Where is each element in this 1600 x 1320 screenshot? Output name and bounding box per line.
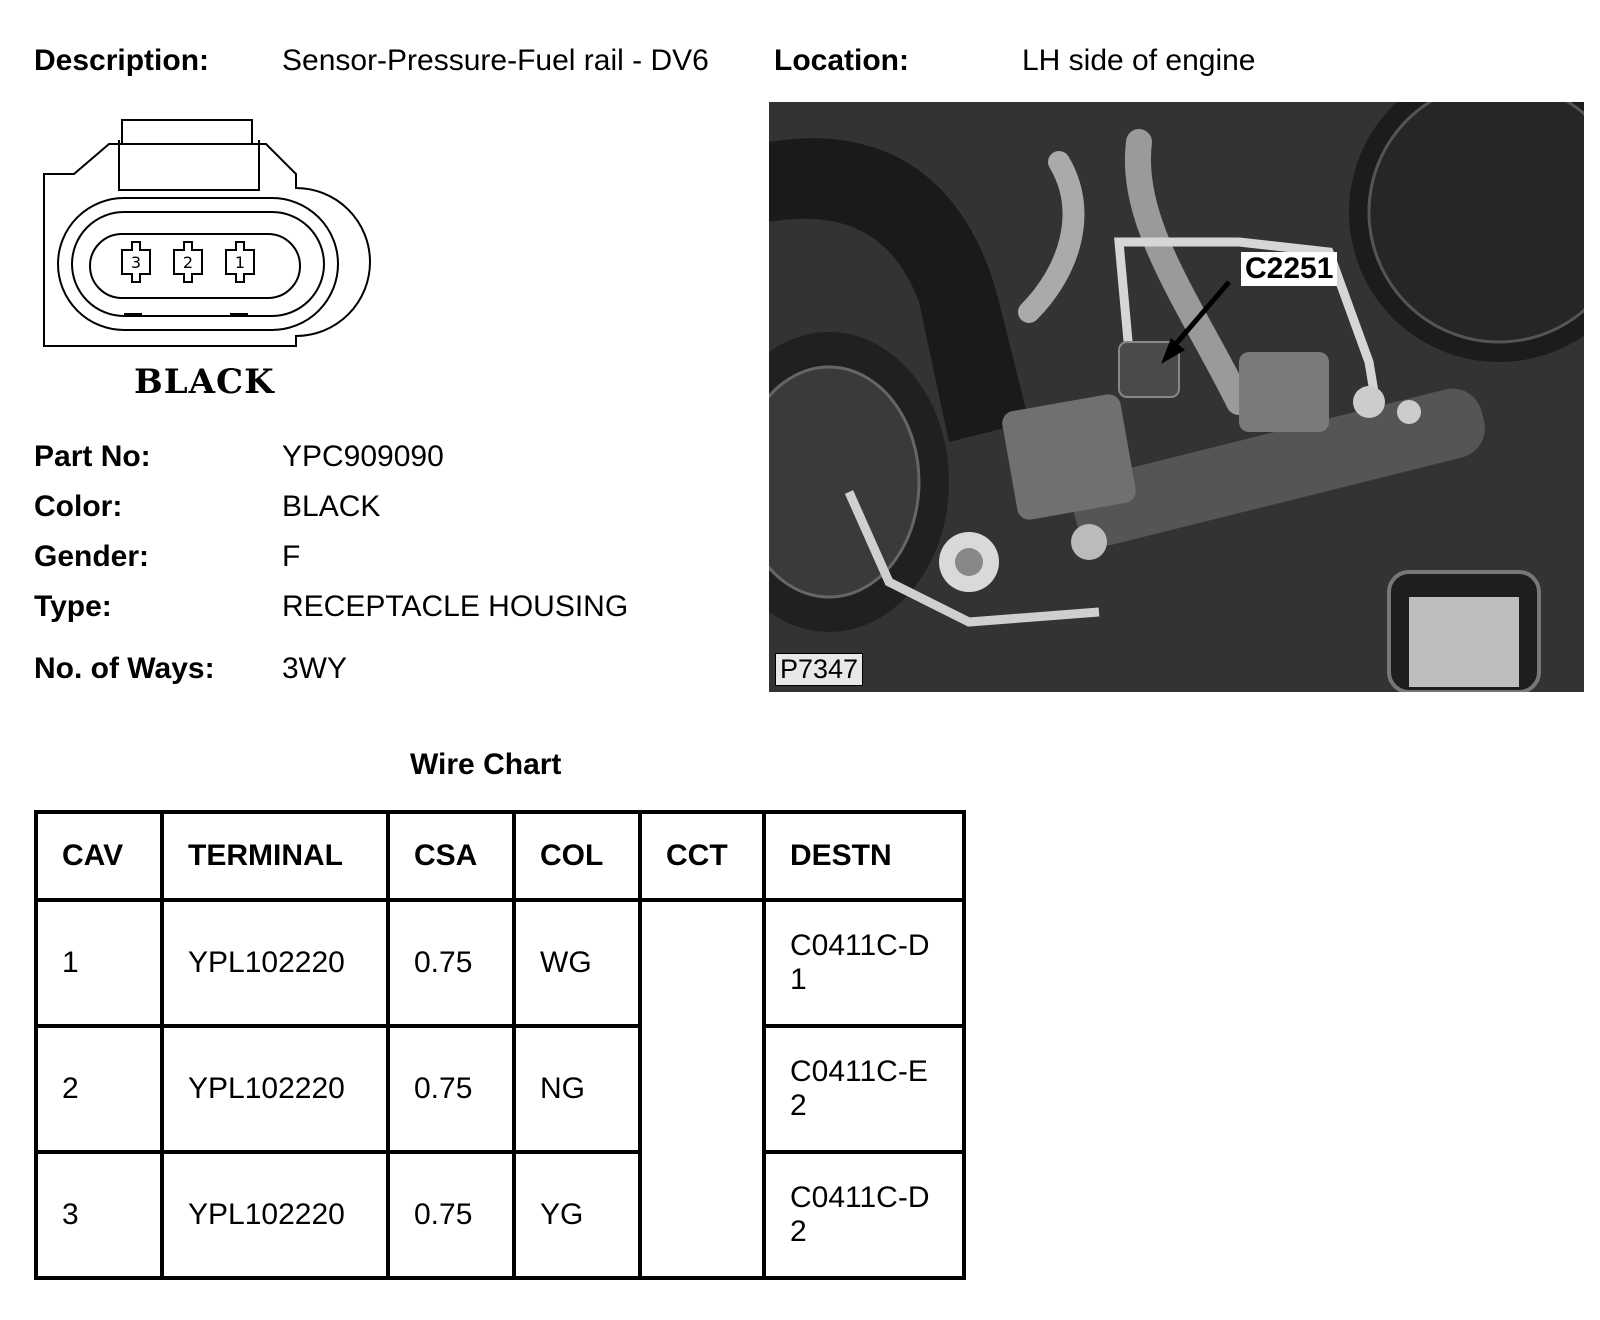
connector-callout-label: C2251	[1241, 252, 1337, 286]
header-cav: CAV	[36, 812, 162, 900]
header-destn: DESTN	[764, 812, 964, 900]
table-row	[36, 900, 964, 1026]
color-label: Color:	[34, 490, 123, 523]
color-value: BLACK	[282, 490, 381, 523]
cell-col: NG	[514, 1026, 640, 1152]
header-cct: CCT	[640, 812, 764, 900]
cell-cav: 2	[36, 1026, 162, 1152]
header-terminal: TERMINAL	[162, 812, 388, 900]
part-no-label: Part No:	[34, 440, 151, 473]
cell-terminal: YPL102220	[162, 1152, 388, 1278]
header-csa: CSA	[388, 812, 514, 900]
cavity-3-label: 3	[130, 253, 142, 272]
cell-csa: 0.75	[388, 1152, 514, 1278]
ways-label: No. of Ways:	[34, 652, 215, 685]
gender-value: F	[282, 540, 301, 573]
wire-chart-title: Wire Chart	[410, 748, 562, 781]
location-photo	[769, 102, 1584, 692]
connector-color-caption: BLACK	[134, 362, 275, 402]
wire-chart-table	[34, 810, 966, 1280]
cell-csa: 0.75	[388, 900, 514, 1026]
gender-label: Gender:	[34, 540, 150, 573]
table-row	[36, 1026, 964, 1152]
destn-text: C0411C-D2	[790, 1181, 930, 1248]
cell-cav: 1	[36, 900, 162, 1026]
cell-destn	[764, 900, 964, 1026]
type-label: Type:	[34, 590, 112, 623]
ways-value: 3WY	[282, 652, 348, 685]
location-value: LH side of engine	[1022, 44, 1256, 77]
location-label: Location:	[774, 44, 909, 77]
cell-terminal: YPL102220	[162, 900, 388, 1026]
engine-bay-illustration	[769, 102, 1584, 692]
description-value: Sensor-Pressure-Fuel rail - DV6	[282, 44, 709, 77]
cell-cct	[640, 900, 764, 1278]
cell-cav: 3	[36, 1152, 162, 1278]
table-row	[36, 1152, 964, 1278]
cell-col: WG	[514, 900, 640, 1026]
description-label: Description:	[34, 44, 210, 77]
cell-csa: 0.75	[388, 1026, 514, 1152]
type-value: RECEPTACLE HOUSING	[282, 590, 629, 623]
header-col: COL	[514, 812, 640, 900]
part-no-value: YPC909090	[282, 440, 444, 473]
cavity-2-label: 2	[182, 253, 194, 272]
cell-destn	[764, 1026, 964, 1152]
cell-destn	[764, 1152, 964, 1278]
destn-text: C0411C-D1	[790, 929, 930, 996]
table-header-row	[36, 812, 964, 900]
photo-id-label: P7347	[775, 653, 863, 686]
cavity-1-label: 1	[234, 253, 246, 272]
cell-terminal: YPL102220	[162, 1026, 388, 1152]
destn-text: C0411C-E2	[790, 1055, 928, 1122]
cell-col: YG	[514, 1152, 640, 1278]
